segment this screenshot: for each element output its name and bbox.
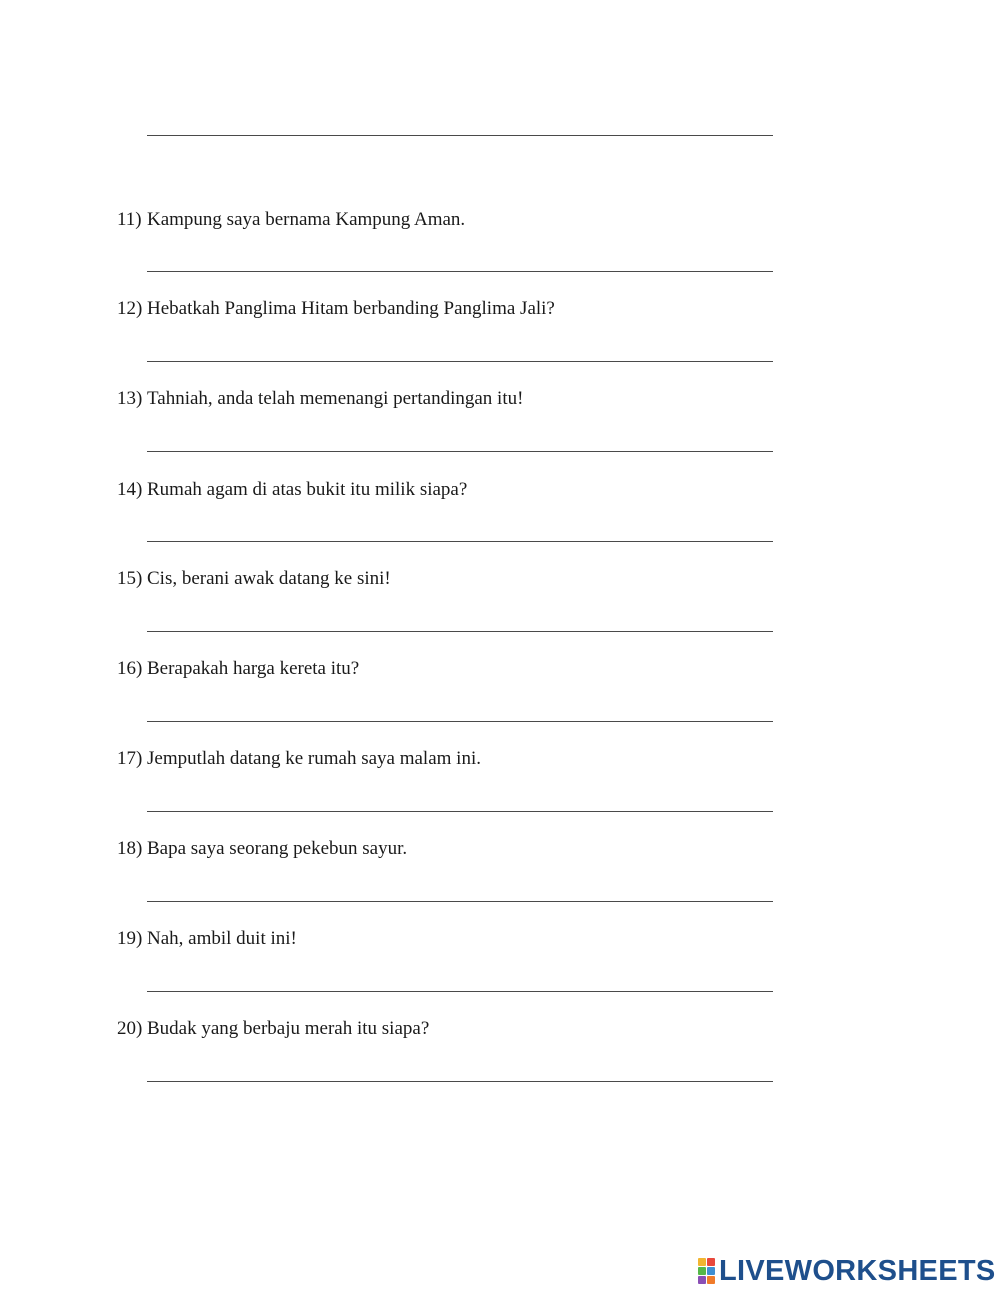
question-number: 19) bbox=[117, 928, 143, 949]
question-20 bbox=[117, 1017, 429, 1041]
answer-line-19[interactable] bbox=[147, 991, 773, 992]
answer-line-14[interactable] bbox=[147, 541, 773, 542]
question-text: Cis, berani awak datang ke sini! bbox=[147, 568, 391, 589]
question-15 bbox=[117, 567, 391, 591]
question-number: 15) bbox=[117, 568, 143, 589]
answer-line-16[interactable] bbox=[147, 721, 773, 722]
question-text: Berapakah harga kereta itu? bbox=[147, 658, 360, 679]
answer-line-12[interactable] bbox=[147, 361, 773, 362]
question-11 bbox=[117, 208, 465, 232]
question-text: Nah, ambil duit ini! bbox=[147, 928, 297, 949]
question-number: 12) bbox=[117, 298, 143, 319]
logo-text: LIVEWORKSHEETS bbox=[719, 1255, 996, 1287]
liveworksheets-logo bbox=[698, 1255, 996, 1287]
question-text: Rumah agam di atas bukit itu milik siapa? bbox=[147, 479, 468, 500]
answer-line-13[interactable] bbox=[147, 451, 773, 452]
question-number: 17) bbox=[117, 748, 143, 769]
question-number: 14) bbox=[117, 479, 143, 500]
logo-block bbox=[698, 1267, 706, 1275]
question-number: 16) bbox=[117, 658, 143, 679]
logo-mark-icon bbox=[698, 1258, 715, 1284]
question-13 bbox=[117, 387, 523, 411]
answer-line-11[interactable] bbox=[147, 271, 773, 272]
question-text: Bapa saya seorang pekebun sayur. bbox=[147, 838, 408, 859]
answer-line-20[interactable] bbox=[147, 1081, 773, 1082]
question-number: 18) bbox=[117, 838, 143, 859]
question-text: Hebatkah Panglima Hitam berbanding Panglima Jali? bbox=[147, 298, 555, 319]
question-number: 13) bbox=[117, 388, 143, 409]
answer-line[interactable] bbox=[147, 135, 773, 136]
question-text: Tahniah, anda telah memenangi pertandingan itu! bbox=[147, 388, 524, 409]
logo-block bbox=[707, 1267, 715, 1275]
logo-block bbox=[707, 1276, 715, 1284]
question-text: Budak yang berbaju merah itu siapa? bbox=[147, 1018, 430, 1039]
question-14 bbox=[117, 478, 467, 502]
answer-line-15[interactable] bbox=[147, 631, 773, 632]
logo-block bbox=[707, 1258, 715, 1266]
question-text: Jemputlah datang ke rumah saya malam ini. bbox=[147, 748, 481, 769]
question-text: Kampung saya bernama Kampung Aman. bbox=[147, 209, 466, 230]
answer-line-17[interactable] bbox=[147, 811, 773, 812]
question-18 bbox=[117, 837, 407, 861]
question-17 bbox=[117, 747, 481, 771]
logo-block bbox=[698, 1258, 706, 1266]
question-19 bbox=[117, 927, 297, 951]
question-number: 11) bbox=[117, 209, 142, 230]
answer-line-18[interactable] bbox=[147, 901, 773, 902]
logo-block bbox=[698, 1276, 706, 1284]
question-12 bbox=[117, 297, 555, 321]
question-16 bbox=[117, 657, 359, 681]
question-number: 20) bbox=[117, 1018, 143, 1039]
